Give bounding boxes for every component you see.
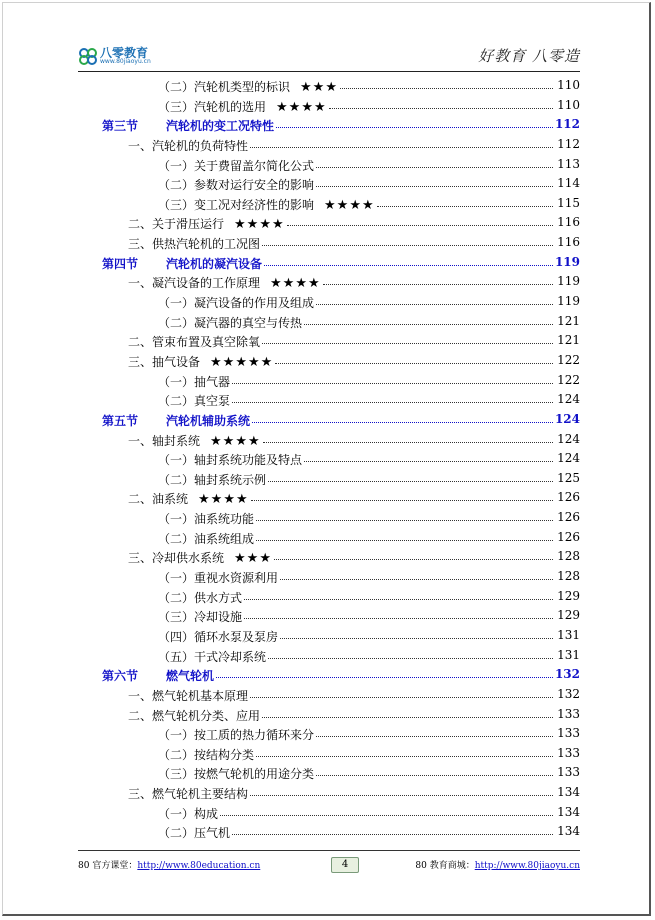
footer-left (78, 858, 260, 871)
dot-leader (262, 703, 553, 718)
toc-entry-page: 129 (557, 608, 580, 623)
toc-entry-label: 一、轴封系统 (128, 433, 201, 448)
dot-leader (251, 486, 553, 501)
toc-entry-page: 121 (557, 313, 580, 328)
dot-leader (316, 761, 553, 776)
dot-leader (316, 290, 553, 305)
importance-stars-icon: ★★★★ (324, 197, 375, 213)
dot-leader (232, 388, 553, 403)
dot-leader (304, 447, 553, 462)
toc-entry-label: （一）油系统功能 (158, 512, 255, 527)
toc-entry-label: 三、冷却供水系统 (128, 551, 225, 566)
dot-leader (340, 74, 553, 89)
dot-leader (377, 192, 553, 207)
toc-entry-label: （五）干式冷却系统 (158, 649, 267, 664)
logo-url: www.80jiaoyu.cn (100, 58, 151, 65)
importance-stars-icon: ★★★ (234, 551, 272, 567)
toc-entry-page: 115 (557, 195, 580, 210)
toc-section-number: 第六节 (102, 669, 139, 684)
toc-entry-page: 134 (557, 785, 580, 800)
toc-entry-label: （三）变工况对经济性的影响 (158, 197, 315, 212)
dot-leader (316, 172, 553, 187)
dot-leader (250, 133, 553, 148)
toc-entry-page: 112 (557, 136, 580, 151)
toc-entry-label: 三、供热汽轮机的工况图 (128, 237, 261, 252)
dot-leader (280, 565, 553, 580)
toc-entry-page: 116 (557, 235, 580, 250)
dot-leader (256, 506, 553, 521)
footer-divider (78, 850, 580, 851)
toc-entry-page: 133 (557, 706, 580, 721)
toc-entry-label: （三）汽轮机的选用 (158, 99, 267, 114)
importance-stars-icon: ★★★★ (270, 276, 321, 292)
toc-entry-page: 128 (557, 569, 580, 584)
toc-entry[interactable] (102, 822, 582, 842)
page-footer (78, 856, 580, 872)
page-number: 4 (331, 857, 359, 873)
toc-entry-label: 汽轮机的凝汽设备 (166, 256, 263, 271)
importance-stars-icon: ★★★★ (198, 492, 249, 508)
toc-entry-label: （二）凝汽器的真空与传热 (158, 315, 303, 330)
toc-entry-page: 121 (557, 333, 580, 348)
dot-leader (256, 742, 553, 757)
dot-leader (263, 428, 553, 443)
dot-leader (216, 663, 553, 678)
toc-entry-page: 132 (554, 667, 580, 682)
toc-entry-page: 110 (557, 97, 580, 112)
toc-entry-page: 131 (557, 647, 580, 662)
toc-entry-page: 119 (557, 274, 580, 289)
logo-name: 八零教育 (100, 46, 149, 60)
toc-entry-label: 三、燃气轮机主要结构 (128, 787, 249, 802)
toc-entry-page: 122 (557, 352, 580, 367)
toc-entry-page: 126 (557, 529, 580, 544)
toc-entry-label: （一）构成 (158, 806, 219, 821)
footer-right-label: 80 教育商城： (415, 861, 475, 871)
toc-entry-label: （二）轴封系统示例 (158, 472, 267, 487)
importance-stars-icon: ★★★★ (210, 433, 261, 449)
toc-entry-label: 三、抽气设备 (128, 354, 201, 369)
dot-leader (329, 94, 553, 109)
dot-leader (262, 231, 553, 246)
toc-entry-page: 124 (557, 431, 580, 446)
toc-entry-page: 131 (557, 627, 580, 642)
toc-entry-page: 125 (557, 470, 580, 485)
toc-entry-label: （三）冷却设施 (158, 610, 243, 625)
dot-leader (274, 545, 553, 560)
toc-entry-label: 汽轮机的变工况特性 (166, 119, 275, 134)
dot-leader (232, 820, 553, 835)
toc-entry-page: 116 (557, 215, 580, 230)
toc-entry-page: 126 (557, 490, 580, 505)
toc-entry-page: 132 (557, 686, 580, 701)
table-of-contents (102, 76, 582, 842)
toc-entry-label: 二、管束布置及真空除氧 (128, 335, 261, 350)
toc-entry-page: 133 (557, 745, 580, 760)
toc-entry-label: 燃气轮机 (166, 669, 215, 684)
dot-leader (316, 153, 553, 168)
toc-entry-label: （二）油系统组成 (158, 531, 255, 546)
toc-entry-label: 一、汽轮机的负荷特性 (128, 138, 249, 153)
toc-entry-label: 二、关于滑压运行 (128, 217, 225, 232)
toc-entry-page: 119 (554, 254, 580, 269)
toc-entry-label: （四）循环水泵及泵房 (158, 629, 279, 644)
toc-entry-label: （一）抽气器 (158, 374, 231, 389)
dot-leader (262, 329, 553, 344)
dot-leader (220, 801, 553, 816)
footer-right-link[interactable]: http://www.80jiaoyu.cn (474, 861, 580, 871)
toc-entry-page: 129 (557, 588, 580, 603)
importance-stars-icon: ★★★★★ (210, 354, 274, 370)
dot-leader (287, 211, 553, 226)
toc-entry-label: （一）重视水资源利用 (158, 571, 279, 586)
dot-leader (264, 251, 553, 266)
toc-entry-label: （二）汽轮机类型的标识 (158, 80, 291, 94)
dot-leader (323, 270, 553, 285)
toc-entry-label: 二、燃气轮机分类、应用 (128, 708, 261, 723)
dot-leader (316, 722, 553, 737)
toc-entry-page: 113 (557, 156, 580, 171)
toc-entry-page: 124 (557, 392, 580, 407)
toc-entry-label: 一、凝汽设备的工作原理 (128, 276, 261, 291)
toc-entry-label: 二、油系统 (128, 492, 189, 507)
toc-entry-label: （一）关于费留盖尔简化公式 (158, 158, 315, 173)
dot-leader (232, 369, 553, 384)
page-header (78, 44, 580, 70)
toc-section-number: 第四节 (102, 256, 139, 271)
toc-entry-page: 112 (554, 117, 580, 132)
importance-stars-icon: ★★★ (300, 80, 338, 95)
dot-leader (280, 624, 553, 639)
toc-entry-page: 126 (557, 510, 580, 525)
dot-leader (250, 683, 553, 698)
toc-entry-label: （一）凝汽设备的作用及组成 (158, 296, 315, 311)
dot-leader (268, 644, 553, 659)
toc-entry-label: （二）供水方式 (158, 590, 243, 605)
toc-entry-page: 114 (557, 176, 580, 191)
footer-right (415, 858, 580, 871)
toc-entry-label: （一）轴封系统功能及特点 (158, 453, 303, 468)
dot-leader (256, 526, 553, 541)
toc-entry-label: （二）参数对运行安全的影响 (158, 178, 315, 193)
toc-entry-label: （二）真空泵 (158, 394, 231, 409)
toc-entry-page: 124 (554, 411, 580, 426)
toc-section-number: 第五节 (102, 413, 139, 428)
toc-entry-label: （二）按结构分类 (158, 747, 255, 762)
toc-section-number: 第三节 (102, 119, 139, 134)
header-slogan: 好教育 八零造 (478, 47, 580, 65)
footer-left-link[interactable]: http://www.80education.cn (137, 861, 261, 871)
dot-leader (244, 585, 553, 600)
toc-entry-page: 134 (557, 804, 580, 819)
toc-entry-label: 一、燃气轮机基本原理 (128, 688, 249, 703)
toc-entry-page: 134 (557, 824, 580, 839)
toc-entry-label: （一）按工质的热力循环来分 (158, 728, 315, 743)
toc-entry-page: 133 (557, 726, 580, 741)
dot-leader (244, 604, 553, 619)
toc-entry-page: 110 (557, 78, 580, 92)
dot-leader (304, 310, 553, 325)
dot-leader (276, 113, 553, 128)
toc-entry-page: 128 (557, 549, 580, 564)
toc-entry-label: （二）压气机 (158, 826, 231, 841)
footer-left-label: 80 官方课堂： (78, 861, 138, 871)
dot-leader (275, 349, 553, 364)
dot-leader (252, 408, 553, 423)
toc-entry-lead (158, 822, 554, 842)
toc-entry-page: 119 (557, 294, 580, 309)
importance-stars-icon: ★★★★ (276, 99, 327, 115)
header-divider (78, 71, 580, 72)
logo-icon (78, 46, 98, 66)
dot-leader (268, 467, 553, 482)
toc-entry-page: 133 (557, 765, 580, 780)
toc-entry-page: 122 (557, 372, 580, 387)
toc-entry-label: （三）按燃气轮机的用途分类 (158, 767, 315, 782)
toc-entry-page: 124 (557, 451, 580, 466)
toc-entry-label: 汽轮机辅助系统 (166, 413, 251, 428)
dot-leader (250, 781, 553, 796)
importance-stars-icon: ★★★★ (234, 217, 285, 233)
